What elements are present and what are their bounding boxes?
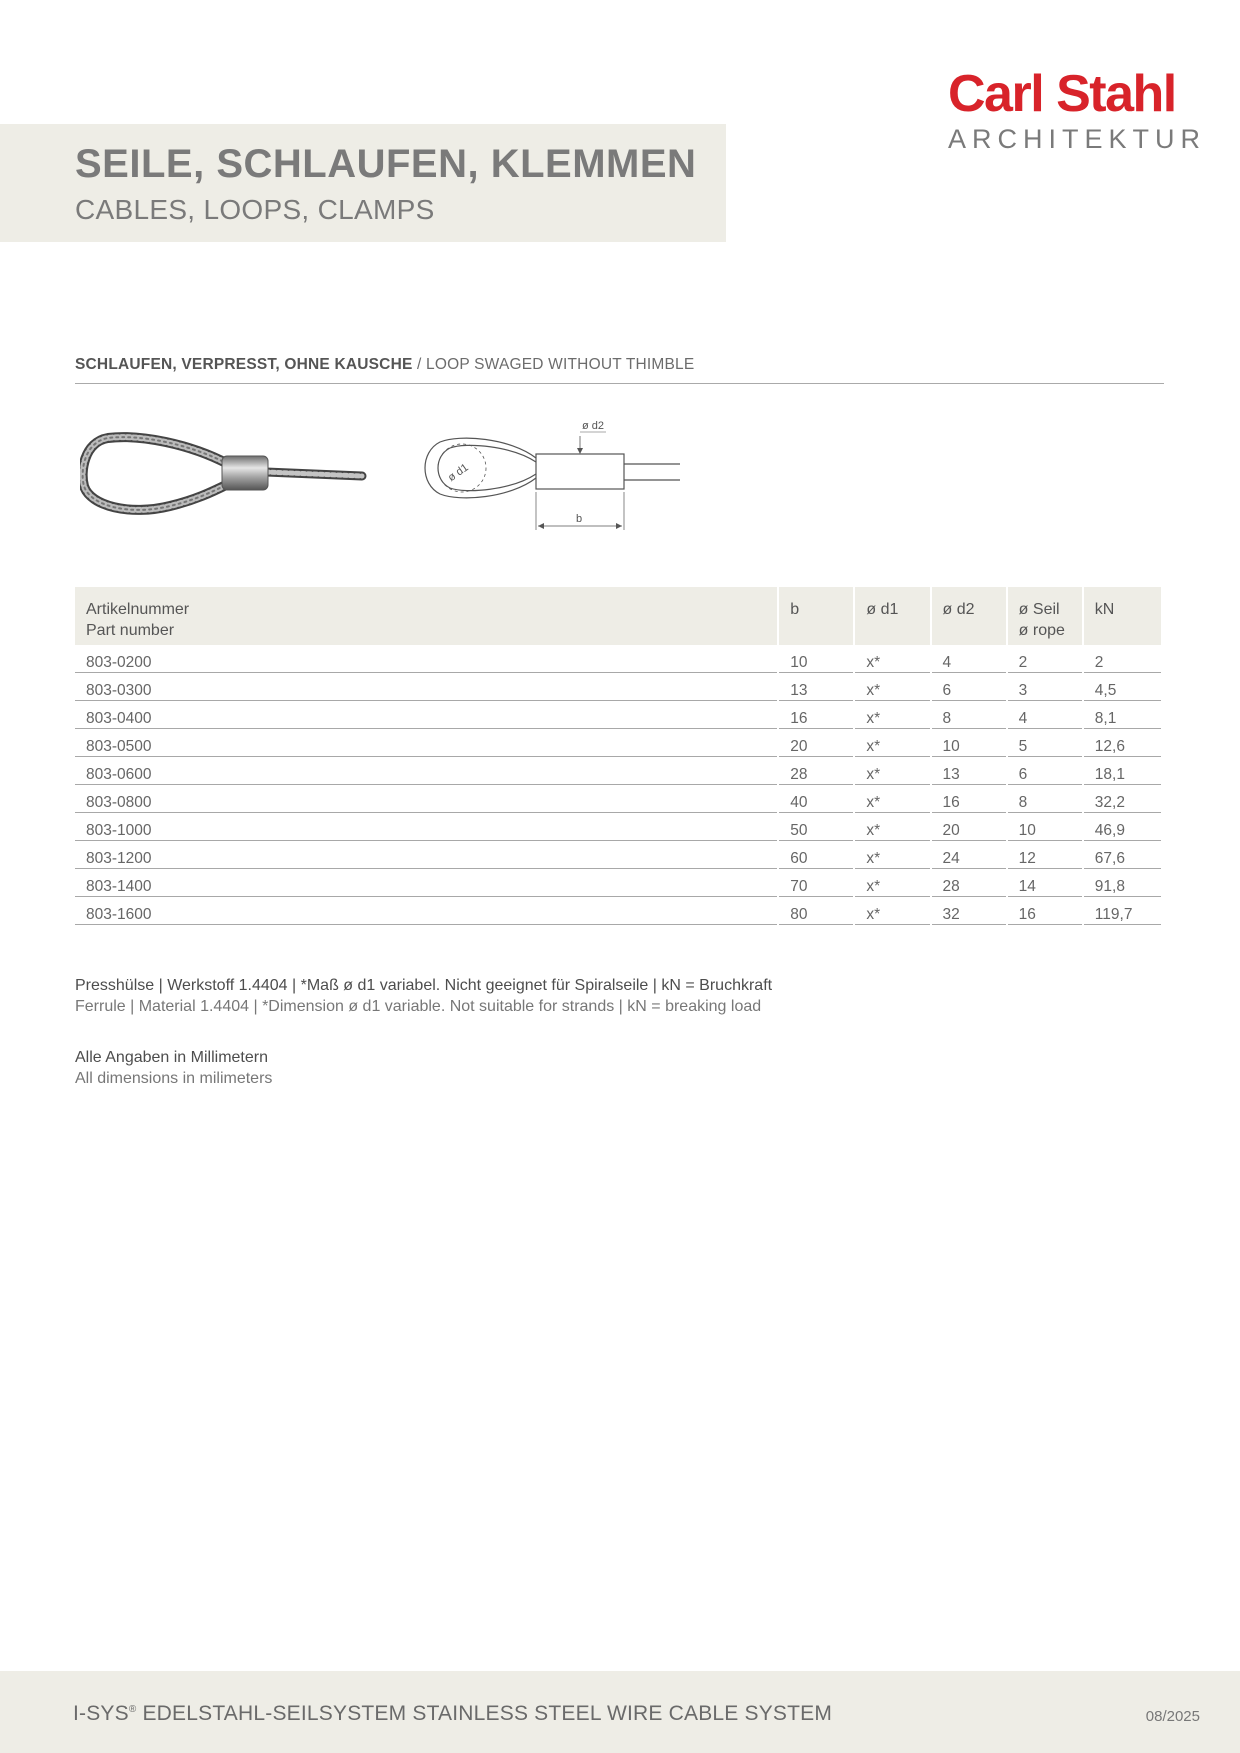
- table-row: 803-1000 50 x* 20 10 46,9: [75, 813, 1161, 841]
- section-separator: /: [412, 356, 427, 373]
- table-row: 803-1600 80 x* 32 16 119,7: [75, 897, 1161, 925]
- dims-en: All dimensions in milimeters: [75, 1070, 273, 1087]
- table-row: 803-0600 28 x* 13 6 18,1: [75, 757, 1161, 785]
- header-b: b: [779, 587, 853, 645]
- table-row: 803-0500 20 x* 10 5 12,6: [75, 729, 1161, 757]
- carl-stahl-logo: [948, 65, 1207, 154]
- header-part-number: Artikelnummer Part number: [75, 587, 777, 645]
- table-row: 803-0200 10 x* 4 2 2: [75, 645, 1161, 673]
- label-d1: ø d1: [445, 461, 471, 485]
- label-b: b: [576, 513, 583, 525]
- notes-de: Presshülse | Werkstoff 1.4404 | *Maß ø d1 variabel. Nicht geeignet für Spiralseile | kN = Bruchkraft: [75, 977, 773, 994]
- header-kn: kN: [1084, 587, 1161, 645]
- page-subtitle: CABLES, LOOPS, CLAMPS: [75, 194, 435, 225]
- table-row: 803-0800 40 x* 16 8 32,2: [75, 785, 1161, 813]
- page-footer: [0, 1671, 1240, 1753]
- footer-title-de: EDELSTAHL-SEILSYSTEM: [136, 1702, 407, 1725]
- logo-subtitle: ARCHITEKTUR: [948, 124, 1207, 154]
- dims-de: Alle Angaben in Millimetern: [75, 1049, 268, 1066]
- material-notes: [75, 975, 772, 1017]
- parts-table: [73, 587, 1163, 925]
- loop-technical-drawing: [420, 418, 690, 533]
- section-divider: [75, 383, 1164, 384]
- footer-title: [73, 1702, 832, 1726]
- table-header-row: [75, 587, 1161, 645]
- header-d1: ø d1: [855, 587, 929, 645]
- section-heading: [75, 356, 1164, 374]
- page-title: SEILE, SCHLAUFEN, KLEMMEN: [75, 142, 697, 186]
- label-d2: ø d2: [582, 420, 605, 432]
- notes-en: Ferrule | Material 1.4404 | *Dimension ø d1 variable. Not suitable for strands | kN = breaking load: [75, 998, 762, 1015]
- footer-date: 08/2025: [1145, 1708, 1200, 1725]
- table-row: 803-0300 13 x* 6 3 4,5: [75, 673, 1161, 701]
- section-title-en: LOOP SWAGED WITHOUT THIMBLE: [426, 356, 695, 373]
- title-band: [0, 124, 726, 242]
- header-d2: ø d2: [932, 587, 1006, 645]
- footer-title-en: STAINLESS STEEL WIRE CABLE SYSTEM: [406, 1702, 833, 1725]
- section-title-de: SCHLAUFEN, VERPRESST, OHNE KAUSCHE: [75, 356, 413, 373]
- header-rope: ø Seil ø rope: [1008, 587, 1082, 645]
- table-row: 803-0400 16 x* 8 4 8,1: [75, 701, 1161, 729]
- loop-product-photo: [80, 420, 370, 530]
- footer-brand: I-SYS: [73, 1702, 129, 1725]
- logo-wordmark: Carl Stahl: [948, 65, 1176, 123]
- registered-mark: ®: [128, 1704, 137, 1715]
- dimension-notes: [75, 1047, 272, 1089]
- table-row: 803-1200 60 x* 24 12 67,6: [75, 841, 1161, 869]
- table-row: 803-1400 70 x* 28 14 91,8: [75, 869, 1161, 897]
